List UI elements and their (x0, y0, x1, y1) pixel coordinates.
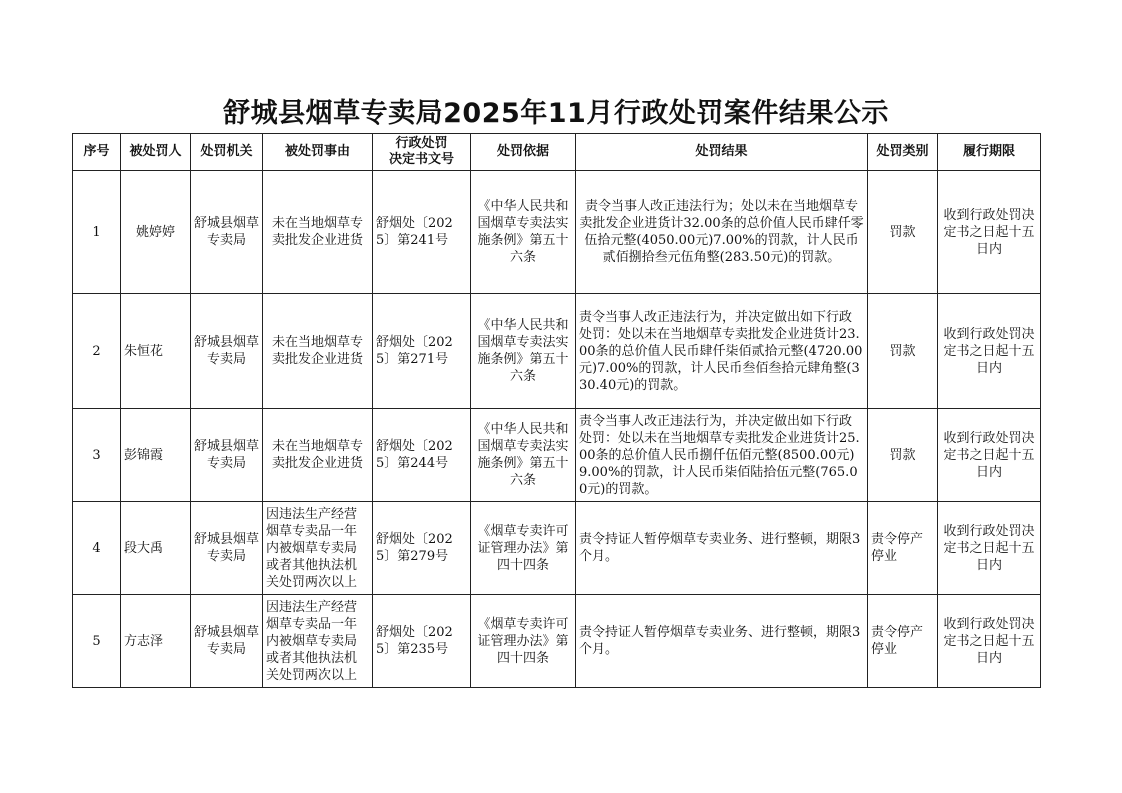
cell-person: 段大禹 (121, 502, 191, 595)
cell-reason: 因违法生产经营烟草专卖品一年内被烟草专卖局或者其他执法机关处罚两次以上 (263, 502, 373, 595)
header-agency: 处罚机关 (191, 134, 263, 171)
cell-agency: 舒城县烟草专卖局 (191, 409, 263, 502)
cell-doc: 舒烟处〔2025〕第235号 (373, 595, 471, 688)
header-result: 处罚结果 (576, 134, 868, 171)
penalty-table (72, 133, 1041, 688)
header-person: 被处罚人 (121, 134, 191, 171)
cell-person: 方志泽 (121, 595, 191, 688)
cell-doc: 舒烟处〔2025〕第241号 (373, 171, 471, 294)
header-category: 处罚类别 (868, 134, 938, 171)
cell-result: 责令当事人改正违法行为，并决定做出如下行政处罚：处以未在当地烟草专卖批发企业进货计25.00条的总价值人民币捌仟伍佰元整(8500.00元)9.00%的罚款，计人民币柒佰陆拾伍元整(765.00元)的罚款。 (576, 409, 868, 502)
cell-no: 3 (73, 409, 121, 502)
page-title: 舒城县烟草专卖局2025年11月行政处罚案件结果公示 (223, 98, 889, 129)
cell-deadline: 收到行政处罚决定书之日起十五日内 (938, 409, 1041, 502)
cell-basis: 《中华人民共和国烟草专卖法实施条例》第五十六条 (471, 171, 576, 294)
cell-no: 1 (73, 171, 121, 294)
cell-category: 罚款 (868, 409, 938, 502)
cell-no: 4 (73, 502, 121, 595)
cell-agency: 舒城县烟草专卖局 (191, 502, 263, 595)
header-basis: 处罚依据 (471, 134, 576, 171)
cell-result: 责令当事人改正违法行为；处以未在当地烟草专卖批发企业进货计32.00条的总价值人民币肆仟零伍拾元整(4050.00元)7.00%的罚款，计人民币贰佰捌拾叁元伍角整(283.50元)的罚款。 (576, 171, 868, 294)
cell-category: 责令停产停业 (868, 502, 938, 595)
table-row (73, 409, 1041, 502)
table-header-row (73, 134, 1041, 171)
cell-result: 责令持证人暂停烟草专卖业务、进行整顿，期限3个月。 (576, 502, 868, 595)
cell-person: 朱恒花 (121, 294, 191, 409)
cell-agency: 舒城县烟草专卖局 (191, 294, 263, 409)
cell-no: 5 (73, 595, 121, 688)
cell-no: 2 (73, 294, 121, 409)
cell-result: 责令持证人暂停烟草专卖业务、进行整顿，期限3个月。 (576, 595, 868, 688)
header-doc (373, 134, 471, 171)
cell-basis: 《中华人民共和国烟草专卖法实施条例》第五十六条 (471, 409, 576, 502)
cell-basis: 《烟草专卖许可证管理办法》第四十四条 (471, 502, 576, 595)
header-reason: 被处罚事由 (263, 134, 373, 171)
cell-basis: 《中华人民共和国烟草专卖法实施条例》第五十六条 (471, 294, 576, 409)
cell-basis: 《烟草专卖许可证管理办法》第四十四条 (471, 595, 576, 688)
header-no: 序号 (73, 134, 121, 171)
cell-doc: 舒烟处〔2025〕第279号 (373, 502, 471, 595)
cell-reason: 因违法生产经营烟草专卖品一年内被烟草专卖局或者其他执法机关处罚两次以上 (263, 595, 373, 688)
header-doc-line2: 决定书文号 (388, 152, 454, 167)
cell-deadline: 收到行政处罚决定书之日起十五日内 (938, 502, 1041, 595)
cell-reason: 未在当地烟草专卖批发企业进货 (263, 294, 373, 409)
cell-deadline: 收到行政处罚决定书之日起十五日内 (938, 595, 1041, 688)
cell-agency: 舒城县烟草专卖局 (191, 595, 263, 688)
cell-category: 责令停产停业 (868, 595, 938, 688)
cell-doc: 舒烟处〔2025〕第271号 (373, 294, 471, 409)
cell-reason: 未在当地烟草专卖批发企业进货 (263, 171, 373, 294)
table-row (73, 171, 1041, 294)
cell-doc: 舒烟处〔2025〕第244号 (373, 409, 471, 502)
table-row (73, 595, 1041, 688)
table-row (73, 294, 1041, 409)
cell-deadline: 收到行政处罚决定书之日起十五日内 (938, 294, 1041, 409)
cell-agency: 舒城县烟草专卖局 (191, 171, 263, 294)
cell-result: 责令当事人改正违法行为，并决定做出如下行政处罚：处以未在当地烟草专卖批发企业进货计23.00条的总价值人民币肆仟柒佰贰拾元整(4720.00元)7.00%的罚款，计人民币叁佰叁拾元肆角整(330.40元)的罚款。 (576, 294, 868, 409)
header-doc-line1: 行政处罚 (395, 136, 448, 151)
cell-category: 罚款 (868, 171, 938, 294)
cell-reason: 未在当地烟草专卖批发企业进货 (263, 409, 373, 502)
cell-person: 姚婷婷 (121, 171, 191, 294)
table-row (73, 502, 1041, 595)
cell-person: 彭锦霞 (121, 409, 191, 502)
cell-deadline: 收到行政处罚决定书之日起十五日内 (938, 171, 1041, 294)
header-deadline: 履行期限 (938, 134, 1041, 171)
cell-category: 罚款 (868, 294, 938, 409)
